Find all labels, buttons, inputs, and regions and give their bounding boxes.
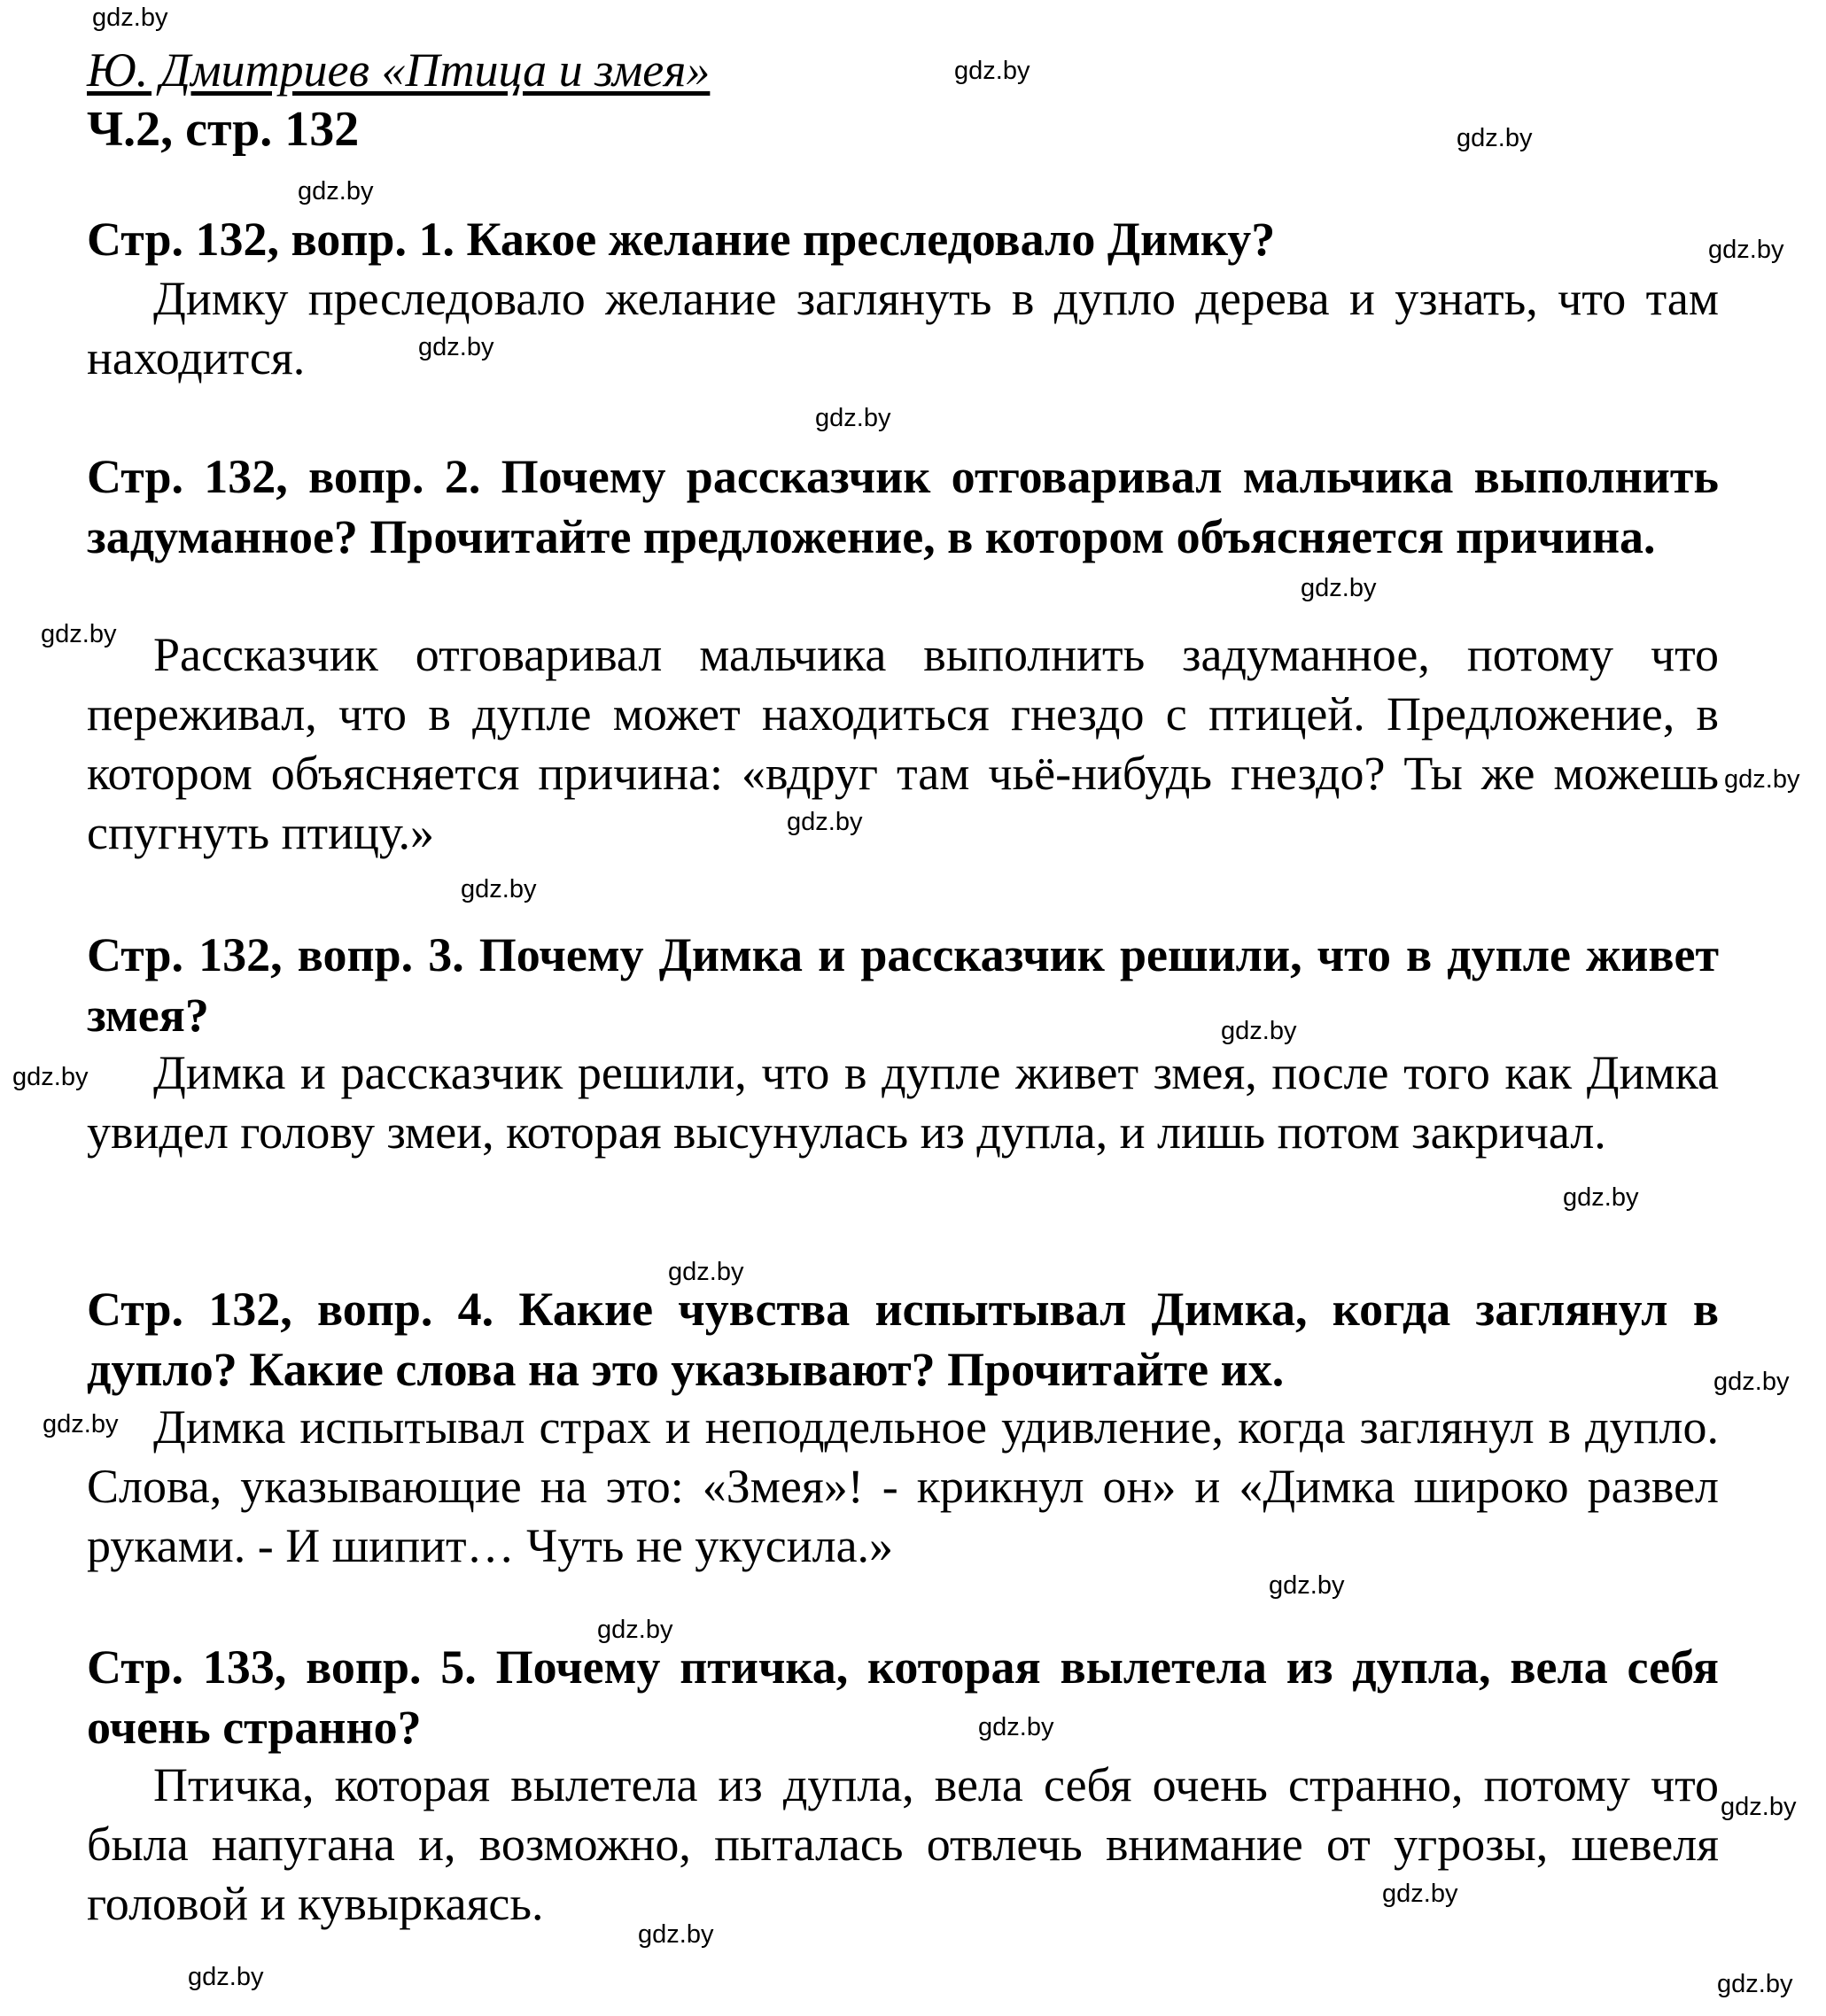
answer-2: Рассказчик отговаривал мальчика выполнить задуманное, потому что переживал, что в дупле может находиться гнездо с птицей. Предложение, в котором объясняется причина: «вдруг там чьё-нибудь гнездо? Ты же можешь спугнуть птицу.»	[87, 628, 1719, 859]
watermark: gdz.by	[954, 57, 1030, 85]
watermark: gdz.by	[1221, 1017, 1297, 1045]
watermark: gdz.by	[188, 1963, 264, 1991]
answer-5: Птичка, которая вылетела из дупла, вела себя очень странно, потому что была напугана и, возможно, пыталась отвлечь внимание от угрозы, шевеля головой и кувыркаясь.	[87, 1758, 1719, 1930]
watermark: gdz.by	[815, 404, 891, 432]
watermark: gdz.by	[1457, 124, 1533, 152]
watermark: gdz.by	[1269, 1571, 1345, 1600]
answer-3: Димка и рассказчик решили, что в дупле живет змея, после того как Димка увидел голову змеи, которая высунулась из дупла, и лишь потом закричал.	[87, 1046, 1719, 1159]
watermark: gdz.by	[978, 1713, 1054, 1741]
watermark: gdz.by	[668, 1258, 744, 1286]
watermark: gdz.by	[92, 4, 168, 32]
watermark: gdz.by	[1708, 236, 1784, 264]
question-1: Стр. 132, вопр. 1. Какое желание преследовало Димку?	[87, 213, 1276, 266]
page-reference: Ч.2, стр. 132	[87, 102, 360, 157]
watermark: gdz.by	[12, 1063, 89, 1091]
watermark: gdz.by	[298, 177, 374, 205]
question-4: Стр. 132, вопр. 4. Какие чувства испытывал Димка, когда заглянул в дупло? Какие слова на это указывают? Прочитайте их.	[87, 1283, 1719, 1396]
watermark: gdz.by	[787, 808, 863, 836]
watermark: gdz.by	[461, 875, 537, 903]
watermark: gdz.by	[1721, 1793, 1797, 1821]
watermark: gdz.by	[418, 333, 494, 361]
watermark: gdz.by	[1717, 1970, 1793, 1998]
watermark: gdz.by	[1724, 765, 1800, 794]
watermark: gdz.by	[1563, 1183, 1639, 1212]
watermark: gdz.by	[41, 620, 117, 648]
watermark: gdz.by	[1382, 1880, 1458, 1908]
question-3: Стр. 132, вопр. 3. Почему Димка и рассказчик решили, что в дупле живет змея?	[87, 928, 1719, 1042]
watermark: gdz.by	[43, 1410, 119, 1438]
watermark: gdz.by	[597, 1616, 673, 1644]
watermark: gdz.by	[638, 1920, 714, 1949]
answer-1: Димку преследовало желание заглянуть в дупло дерева и узнать, что там находится.	[87, 272, 1719, 384]
question-2: Стр. 132, вопр. 2. Почему рассказчик отговаривал мальчика выполнить задуманное? Прочитайте предложение, в котором объясняется причина.	[87, 450, 1719, 563]
watermark: gdz.by	[1713, 1368, 1790, 1396]
watermark: gdz.by	[1301, 574, 1377, 602]
question-5: Стр. 133, вопр. 5. Почему птичка, которая вылетела из дупла, вела себя очень странно?	[87, 1640, 1719, 1754]
answer-4: Димка испытывал страх и неподдельное удивление, когда заглянул в дупло. Слова, указывающие на это: «Змея»! - крикнул он» и «Димка широко развел руками. - И шипит… Чуть не укусила.»	[87, 1400, 1719, 1572]
story-title: Ю. Дмитриев «Птица и змея»	[87, 43, 711, 97]
